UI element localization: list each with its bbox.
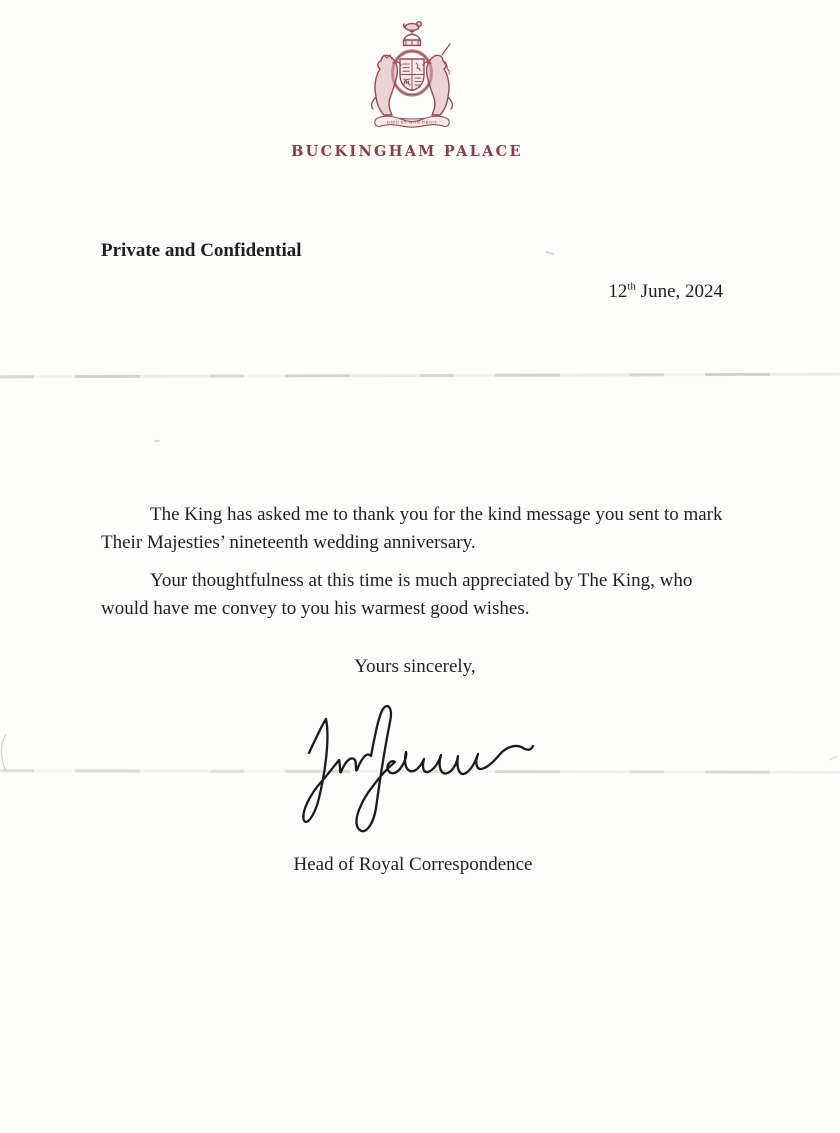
classification-label: Private and Confidential [101, 240, 302, 261]
paper-speck [545, 251, 554, 255]
paper-edge-mark [0, 733, 9, 773]
letterhead-palace-name: BUCKINGHAM PALACE [291, 143, 523, 160]
date-rest: June, 2024 [635, 281, 723, 302]
paper-speck [154, 440, 160, 443]
paper-fold-crease-top [0, 373, 840, 379]
closing-salutation: Yours sincerely, [354, 656, 476, 677]
date-day: 12 [608, 281, 628, 302]
royal-coat-of-arms-icon [364, 18, 460, 134]
crest-motto-text: DIEU ET MON DROIT [386, 119, 438, 125]
paper-speck [829, 755, 838, 761]
body-paragraph-2: Your thoughtfulness at this time is much appreciated by The King, who would have me convey to you his warmest good wishes. [101, 570, 693, 619]
body-paragraph-1: The King has asked me to thank you for the kind message you sent to mark Their Majesties’ nineteenth wedding anniversary. [101, 504, 723, 553]
handwritten-signature [294, 699, 542, 839]
date-ordinal: th [627, 280, 636, 293]
letter-date [608, 281, 723, 303]
signer-title: Head of Royal Correspondence [293, 854, 533, 875]
